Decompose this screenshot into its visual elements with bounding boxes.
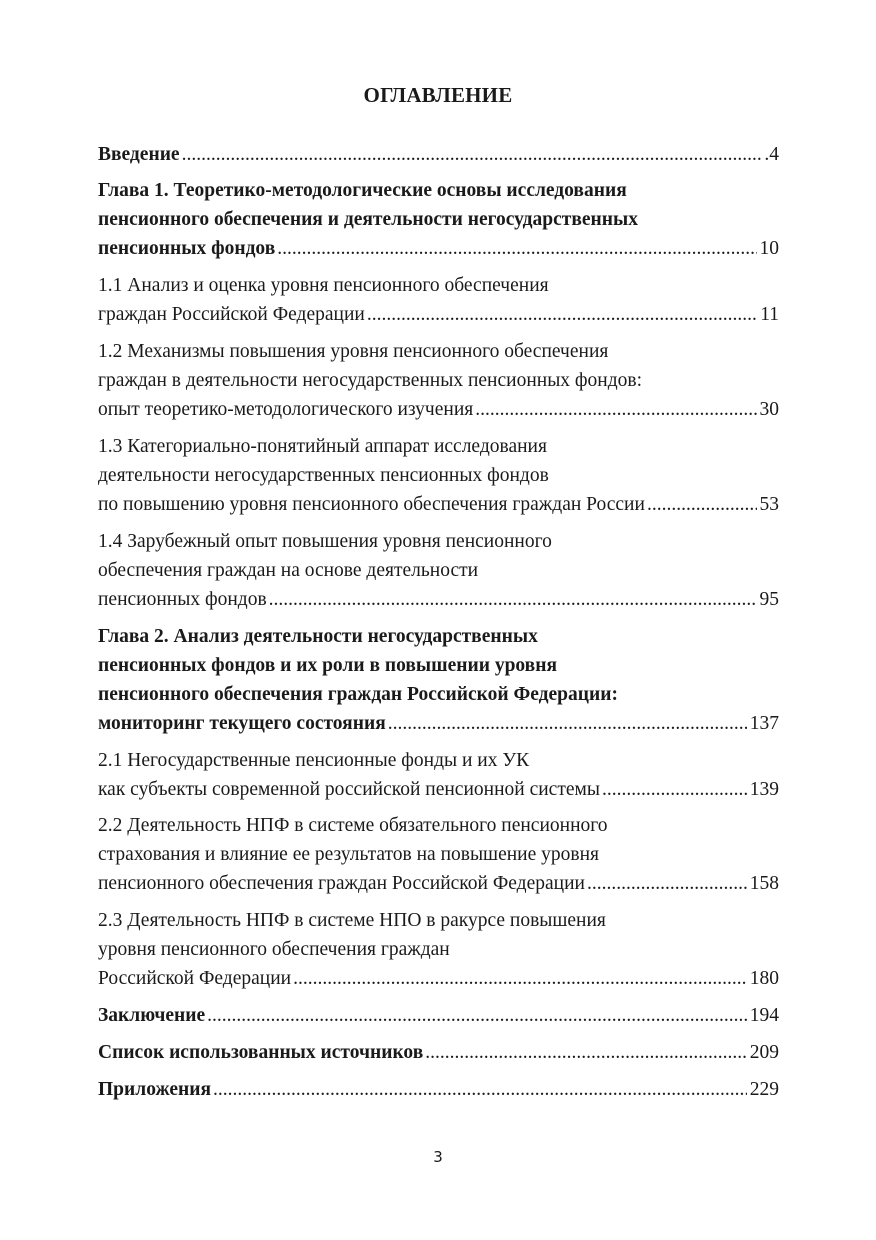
toc-entry-page: 139 xyxy=(749,779,779,800)
toc-entry-last-line xyxy=(98,964,779,993)
toc-entry-title: пенсионных фондов xyxy=(98,238,276,259)
toc-entry[interactable] xyxy=(98,176,779,263)
toc-entry-page: 158 xyxy=(749,873,779,894)
dot-leader xyxy=(587,869,747,898)
toc-entry-line: пенсионного обеспечения граждан Российской Федерации: xyxy=(98,684,618,705)
toc-entry-line: Глава 1. Теоретико-методологические основы исследования xyxy=(98,180,627,201)
toc-entry[interactable] xyxy=(98,432,779,519)
toc-entry-line: 1.1 Анализ и оценка уровня пенсионного обеспечения xyxy=(98,275,549,296)
toc-entry-last-line xyxy=(98,300,779,329)
toc-entry-line: Глава 2. Анализ деятельности негосударственных xyxy=(98,626,538,647)
toc-entry-page: 95 xyxy=(759,589,779,610)
toc-entry-last-line xyxy=(98,140,779,169)
toc-entry[interactable] xyxy=(98,1075,779,1104)
toc-entry-page: 11 xyxy=(760,304,779,325)
toc-entry[interactable] xyxy=(98,906,779,993)
toc-entry-last-line xyxy=(98,1001,779,1030)
dot-leader xyxy=(277,234,756,263)
toc-entry[interactable] xyxy=(98,1001,779,1030)
toc-entry-last-line xyxy=(98,395,779,424)
toc-entry-line: 1.2 Механизмы повышения уровня пенсионного обеспечения xyxy=(98,341,609,362)
toc-entry-page: .4 xyxy=(764,144,779,165)
toc-entry-title: граждан Российской Федерации xyxy=(98,304,365,325)
page-number: 3 xyxy=(433,1148,443,1166)
toc-entry[interactable] xyxy=(98,140,779,169)
toc-entry[interactable] xyxy=(98,622,779,738)
toc-entry-line: 2.1 Негосударственные пенсионные фонды и их УК xyxy=(98,750,530,771)
table-of-contents xyxy=(98,140,779,1104)
toc-entry-title: пенсионного обеспечения граждан Российской Федерации xyxy=(98,873,585,894)
toc-entry-title: Российской Федерации xyxy=(98,968,292,989)
dot-leader xyxy=(425,1038,747,1067)
toc-entry-line: 2.3 Деятельность НПФ в системе НПО в ракурсе повышения xyxy=(98,910,606,931)
toc-entry-page: 194 xyxy=(749,1005,779,1026)
toc-entry-page: 137 xyxy=(749,713,779,734)
toc-entry-page: 10 xyxy=(759,238,779,259)
dot-leader xyxy=(475,395,756,424)
toc-entry[interactable] xyxy=(98,527,779,614)
dot-leader xyxy=(293,964,747,993)
toc-entry[interactable] xyxy=(98,1038,779,1067)
dot-leader xyxy=(647,490,757,519)
toc-entry[interactable] xyxy=(98,337,779,424)
dot-leader xyxy=(207,1001,747,1030)
toc-entry-line: уровня пенсионного обеспечения граждан xyxy=(98,939,450,960)
toc-entry[interactable] xyxy=(98,811,779,898)
toc-entry-title: мониторинг текущего состояния xyxy=(98,713,386,734)
toc-entry-title: как субъекты современной российской пенсионной системы xyxy=(98,779,600,800)
dot-leader xyxy=(367,300,757,329)
toc-entry-page: 53 xyxy=(759,494,779,515)
toc-entry-line: 1.4 Зарубежный опыт повышения уровня пенсионного xyxy=(98,531,552,552)
toc-entry-line: 2.2 Деятельность НПФ в системе обязательного пенсионного xyxy=(98,815,608,836)
toc-entry-title: Заключение xyxy=(98,1005,206,1026)
toc-entry-line: страхования и влияние ее результатов на повышение уровня xyxy=(98,844,599,865)
toc-entry-page: 30 xyxy=(759,399,779,420)
toc-entry-line: пенсионных фондов и их роли в повышении уровня xyxy=(98,655,557,676)
toc-entry-last-line xyxy=(98,1038,779,1067)
toc-entry-title: пенсионных фондов xyxy=(98,589,267,610)
toc-entry-line: обеспечения граждан на основе деятельности xyxy=(98,560,479,581)
toc-entry-title: Введение xyxy=(98,144,180,165)
toc-entry-title: по повышению уровня пенсионного обеспечения граждан России xyxy=(98,494,645,515)
toc-entry-line: пенсионного обеспечения и деятельности негосударственных xyxy=(98,209,638,230)
toc-entry[interactable] xyxy=(98,271,779,329)
toc-entry-last-line xyxy=(98,709,779,738)
toc-entry-last-line xyxy=(98,869,779,898)
dot-leader xyxy=(213,1075,747,1104)
toc-entry-title: Список использованных источников xyxy=(98,1042,424,1063)
toc-entry-line: 1.3 Категориально-понятийный аппарат исследования xyxy=(98,436,547,457)
toc-entry-page: 209 xyxy=(749,1042,779,1063)
toc-entry-line: деятельности негосударственных пенсионных фондов xyxy=(98,465,549,486)
toc-entry-last-line xyxy=(98,775,779,804)
toc-entry[interactable] xyxy=(98,746,779,804)
dot-leader xyxy=(269,585,757,614)
toc-entry-title: опыт теоретико-методологического изучения xyxy=(98,399,474,420)
toc-entry-last-line xyxy=(98,585,779,614)
toc-entry-page: 180 xyxy=(749,968,779,989)
page-title: ОГЛАВЛЕНИЕ xyxy=(363,83,513,107)
toc-entry-last-line xyxy=(98,1075,779,1104)
toc-entry-page: 229 xyxy=(749,1079,779,1100)
toc-entry-last-line xyxy=(98,234,779,263)
toc-entry-line: граждан в деятельности негосударственных пенсионных фондов: xyxy=(98,370,643,391)
toc-entry-title: Приложения xyxy=(98,1079,212,1100)
dot-leader xyxy=(388,709,747,738)
dot-leader xyxy=(602,775,747,804)
toc-entry-last-line xyxy=(98,490,779,519)
dot-leader xyxy=(182,140,762,169)
